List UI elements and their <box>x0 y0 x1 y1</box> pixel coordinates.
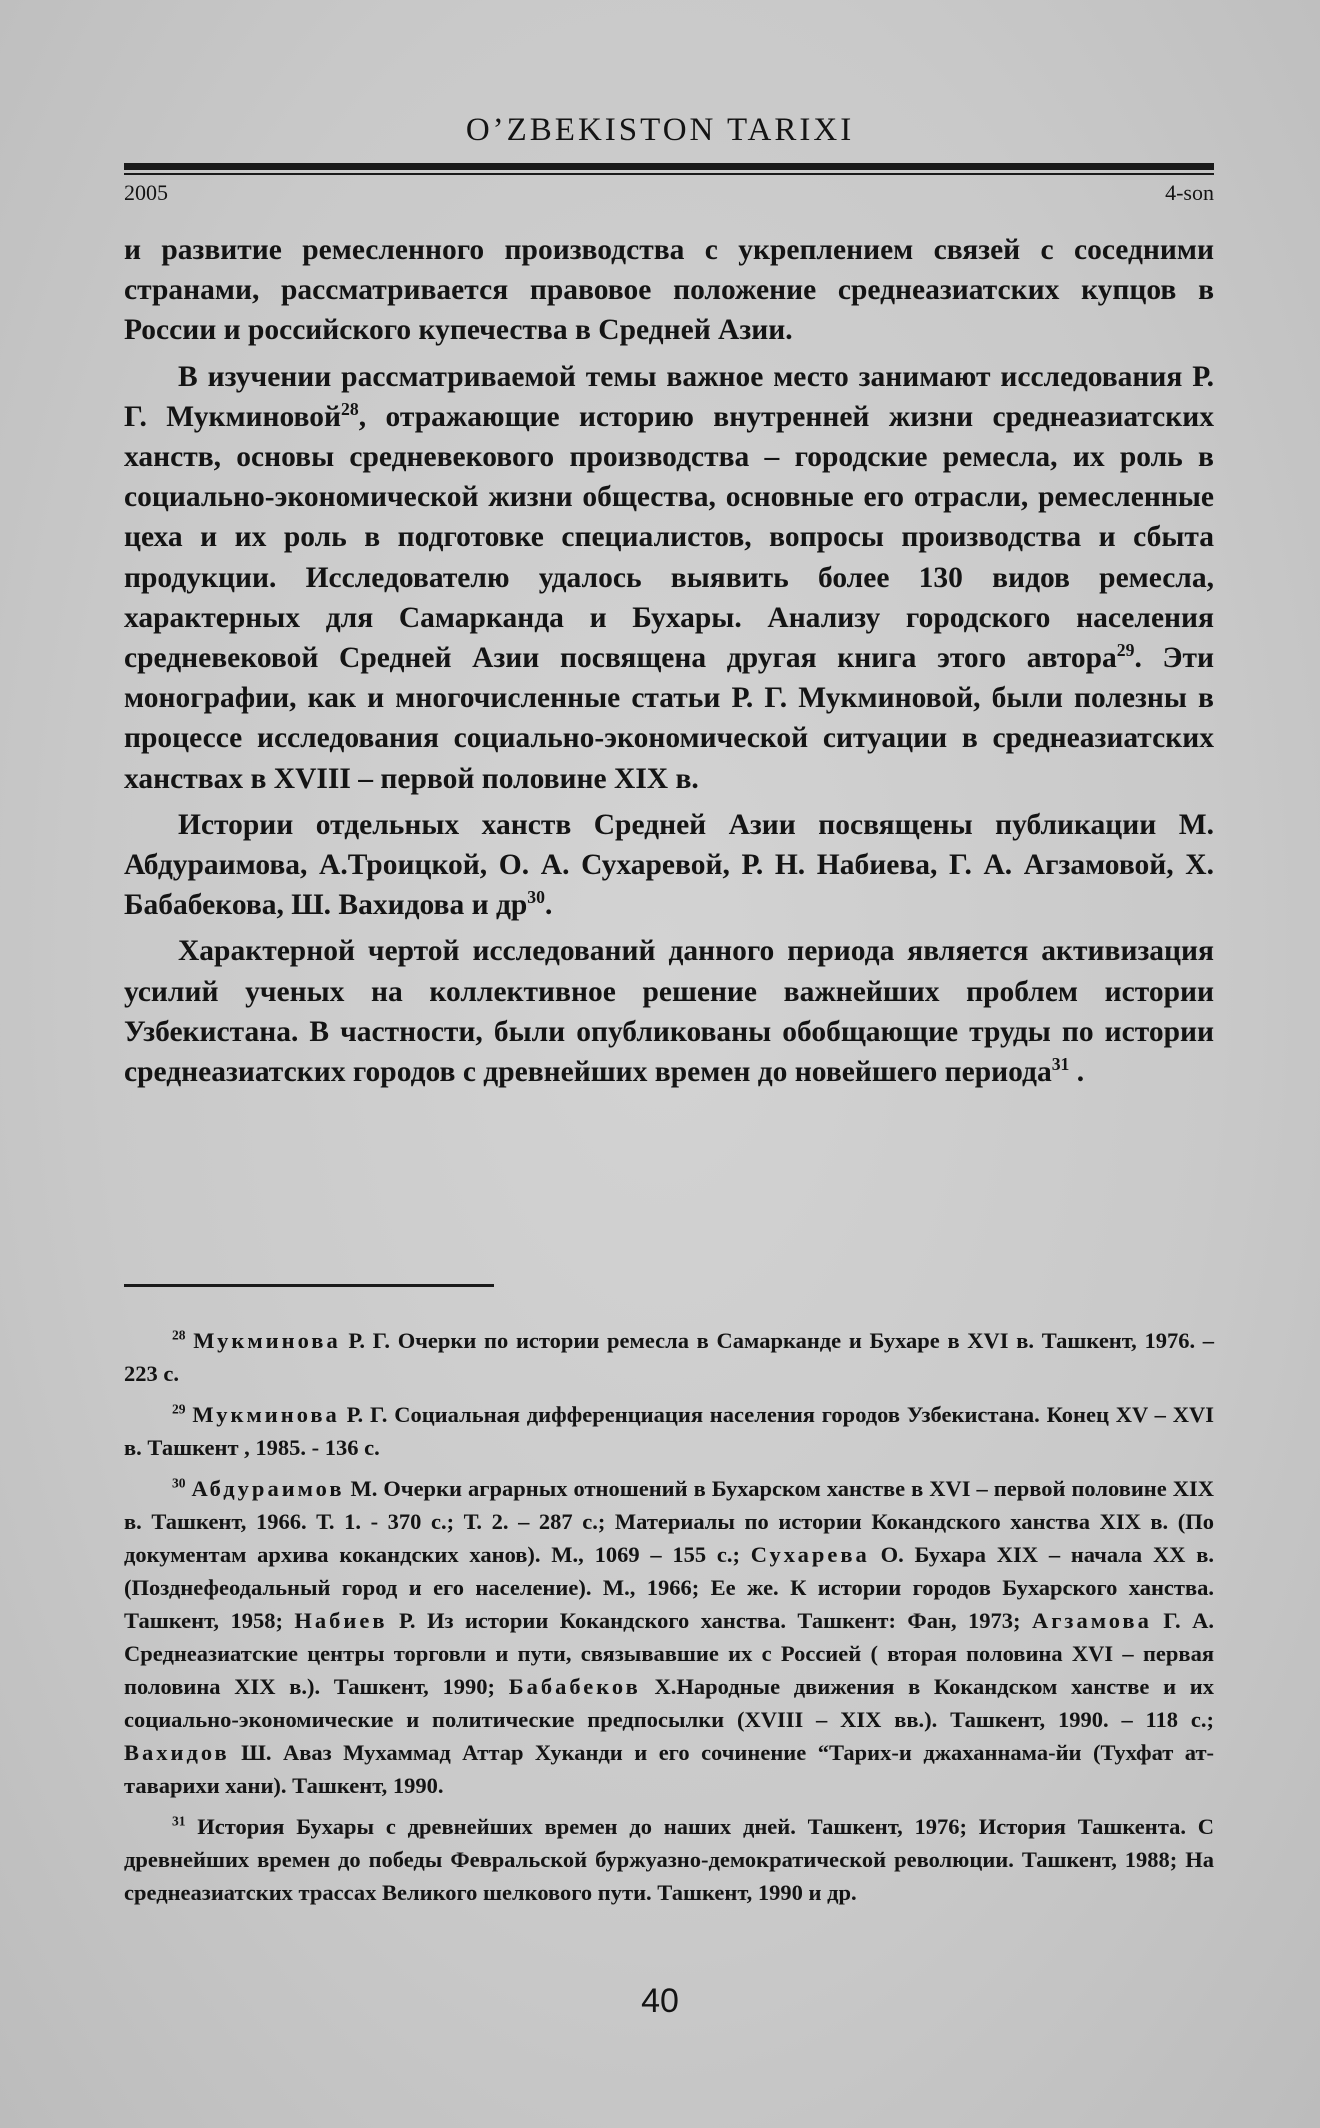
footnote-30: $^{30}$ Абдураимов М. Очерки аграрных отношений в Бухарском ханстве в XVI – первой половине XIX в. Ташкент, 1966. Т. 1. - 370 с.; Т. 2. – 287 с.; Материалы по истории Кокандского ханства XIX в. (По документам архива кокандских ханов). М., 1069 – 155 с.; Сухарева О. Бухара XIX – начала XX в.(Позднефеодальный город и его население). М., 1966; Ее же. К истории городов Бухарского ханства. Ташкент, 1958; Набиев Р. Из истории Кокандского ханства. Ташкент: Фан, 1973; Агзамова Г. А. Среднеазиатские центры торговли и пути, связывавшие их с Россией ( вторая половина XVI – первая половина XIX в.). Ташкент, 1990; Бабабеков Х.Народные движения в Кокандском ханстве и их социально-экономические и политические предпосылки (XVIII – XIX вв.). Ташкент, 1990. – 118 с.; Вахидов Ш. Аваз Мухаммад Аттар Хуканди и его сочинение “Тарих-и джаханнама-йи (Тухфат ат-таварихи хани). Ташкент, 1990. <box>124 1475 1215 1798</box>
header-rule-thin <box>124 173 1214 175</box>
footnotes <box>124 1324 1214 1917</box>
footnote-ref-28: 28 <box>341 398 359 419</box>
footnote-ref-31: 31 <box>1051 1054 1070 1075</box>
footnote-separator <box>124 1284 494 1287</box>
page-number: 40 <box>641 1982 679 2020</box>
header-rule-thick <box>124 163 1214 170</box>
footnote-ref-29: 29 <box>1116 640 1135 661</box>
paragraph-1: и развитие ремесленного производства с укреплением связей с соседними странами, рассматривается правовое положение среднеазиатских купцов в России и российского купечества в Средней Азии. <box>124 234 1214 347</box>
paragraph-4: Характерной чертой исследований данного периода является активизация усилий ученых на коллективное решение важнейших проблем истории Узбекистана. В частности, были опубликованы обобщающие труды по истории среднеазиатских городов с древнейших времен до новейшего периода$^{31}$ . <box>124 935 1214 1089</box>
footnote-29: $^{29}$ Мукминова Р. Г. Социальная дифференциация населения городов Узбекистана. Конец XV – XVI в. Ташкент , 1985. - 136 с. <box>124 1401 1214 1460</box>
main-text <box>124 230 1214 1098</box>
footnote-31: $^{31}$ История Бухары с древнейших времен до наших дней. Ташкент, 1976; История Ташкента. С древнейших времен до победы Февральской буржуазно-демократической революции. Ташкент, 1988; На среднеазиатских трассах Великого шелкового пути. Ташкент, 1990 и др. <box>124 1813 1214 1905</box>
paragraph-3: Истории отдельных ханств Средней Азии посвящены публикации М. Абдураимова, А.Троицкой, О. А. Сухаревой, Р. Н. Набиева, Г. А. Агзамовой, Х. Бабабекова, Ш. Вахидова и $др^{30}$. <box>124 808 1214 922</box>
header-year: 2005 <box>124 180 168 205</box>
footnote-ref-30: 30 <box>527 887 545 908</box>
paragraph-2: В изучении рассматриваемой темы важное место занимают исследования Р. Г. Мукминовой$^{28}$, отражающие историю внутренней жизни среднеазиатских ханств, основы средневекового производства – городские ремесла, их роль в социально-экономической жизни общества, основные его отрасли, ремесленные цеха и их роль в подготовке специалистов, вопросы производства и сбыта продукции. Исследователю удалось выявить более 130 видов ремесла, характерных для Самарканда и Бухары. Анализу городского населения средневековой Средней Азии посвящена другая книга этого автора$^{29}$. Эти монографии, как и многочисленные статьи Р. Г. Мукминовой, были полезны в процессе исследования социально-экономической ситуации в среднеазиатских ханствах в XVIII – первой половине XIX в. <box>124 360 1214 795</box>
journal-title: O’ZBEKISTON TARIXI <box>465 112 855 148</box>
header-issue: 4-son <box>1165 180 1214 205</box>
footnote-28: $^{28}$ Мукминова Р. Г. Очерки по истории ремесла в Самарканде и Бухаре в XVI в. Ташкент, 1976. – 223 с. <box>124 1327 1215 1386</box>
